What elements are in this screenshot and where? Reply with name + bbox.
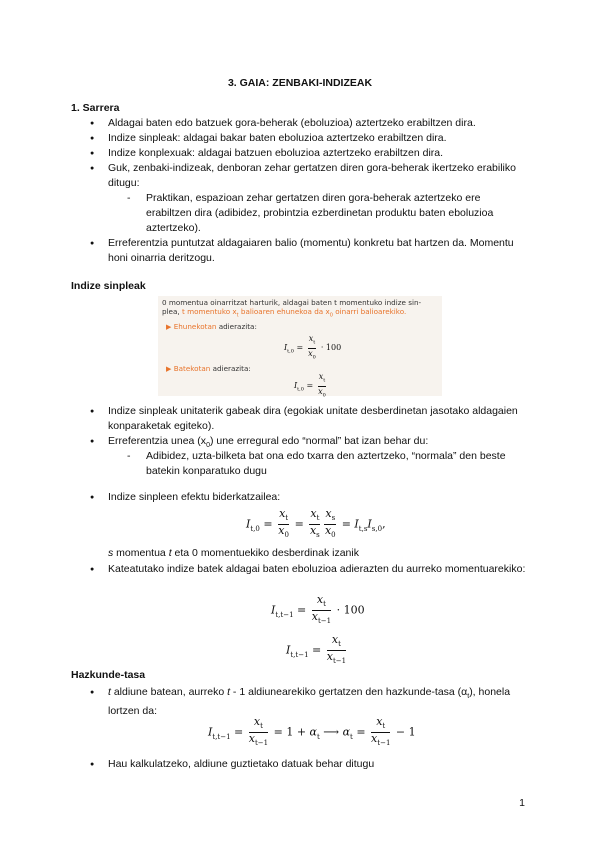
formula-growth-rate: $I_{t,t-1}$ = $\frac{x_t}{x_{t-1}}$ = $1 + \alpha_t$ ⟶ $\alpha_t$ = $\frac{x_t}{x_{t-1}}$ − 1 [208,715,416,748]
page-number: 1 [519,797,525,809]
list-item: ● Hau kalkulatzeko, aldiune guztietako datuak behar ditugu [108,757,528,772]
box-line-2: plea, t momentuko $x_t$ balioaren ehunekoa da $x_0$ oinarri balioarekiko. [162,307,407,319]
list-item: ● Aldagai baten edo batzuek gora-beherak (eboluzioa) aztertzeko erabiltzen dira. [108,116,528,131]
batekotan-label: ▶ Batekotan adierazita: [166,364,251,373]
list-item: ● Kateatutako indize batek aldagai baten eboluzioa adierazten du aurreko momentuarekiko: [108,562,528,577]
ehunekotan-label: ▶ Ehunekotan adierazita: [166,322,257,331]
list-item: ● Guk, zenbaki-indizeak, denboran zehar gertatzen diren gora-beherak ikertzeko erabiliko ditugu: [108,161,528,191]
list-item: ● Erreferentzia puntutzat aldagaiaren balio (momentu) konkretu bat hartzen da. Momentu honi oinarria deritzogu. [108,236,528,266]
formula-multiplicative: $I_{t,0}$ = $\frac{x_t}{x_0}$ = $\frac{x_t}{x_s}$ $\frac{x_s}{x_0}$ = $I_{t,s}I_{s,0}$, [246,507,386,540]
section-heading-sinpleak: Indize sinpleak [71,280,146,292]
section-heading-sarrera: 1. Sarrera [71,102,120,114]
list-item: ● Indize konplexuak: aldagai batzuen eboluzioa aztertzeko erabiltzen dira. [108,146,528,161]
list-item: ● Indize sinpleak: aldagai bakar baten eboluzioa aztertzeko erabiltzen dira. [108,131,528,146]
page-title: 3. GAIA: ZENBAKI-INDIZEAK [227,77,373,89]
formula-chained-100: $I_{t,t-1}$ = $\frac{x_t}{x_{t-1}}$ · 100 [271,593,365,626]
formula-batekotan: $I_{t,0}$ = $\frac{x_t}{x_0}$ [294,372,326,399]
list-item: ● Erreferentzia unea $(x_0)$ une erregural edo “normal” bat izan behar du: [108,434,528,453]
definition-box [158,296,442,399]
sub-list-item: - Praktikan, espazioan zehar gertatzen diren gora-beherak aztertzeko ere erabiltzen dira (adibidez, probintzia ezberdinetan produktu baten eboluzioa aztertzeko). [146,191,526,236]
formula-chained: $I_{t,t-1}$ = $\frac{x_t}{x_{t-1}}$ [286,633,347,666]
section-heading-hazkunde: Hazkunde-tasa [71,669,146,681]
triangle-bullet-icon: ▶ [166,365,172,373]
list-item: ● Indize sinpleen efektu biderkatzailea: [108,490,528,505]
list-item: ● t aldiune batean, aurreko t - 1 aldiunearekiko gertatzen den hazkunde-tasa $(\alpha_t)$, honela lortzen da: [108,685,528,719]
formula-ehunekotan: $I_{t,0}$ = $\frac{x_t}{x_0}$ · 100 [284,334,342,361]
box-line-1: 0 momentua oinarritzat harturik, aldagai baten t momentuko indize sin- [162,298,422,307]
list-item: ● Indize sinpleak unitaterik gabeak dira (egokiak unitate desberdinetan jasotako aldagaien konparaketak egiteko). [108,404,528,434]
formula-note: s momentua t eta 0 momentuekiko desberdinak izanik [108,547,359,559]
sub-list-item: - Adibidez, uzta-bilketa bat ona edo txarra den aztertzeko, “normala” den beste batekin konparatuko dugu [146,449,526,479]
triangle-bullet-icon: ▶ [166,323,172,331]
